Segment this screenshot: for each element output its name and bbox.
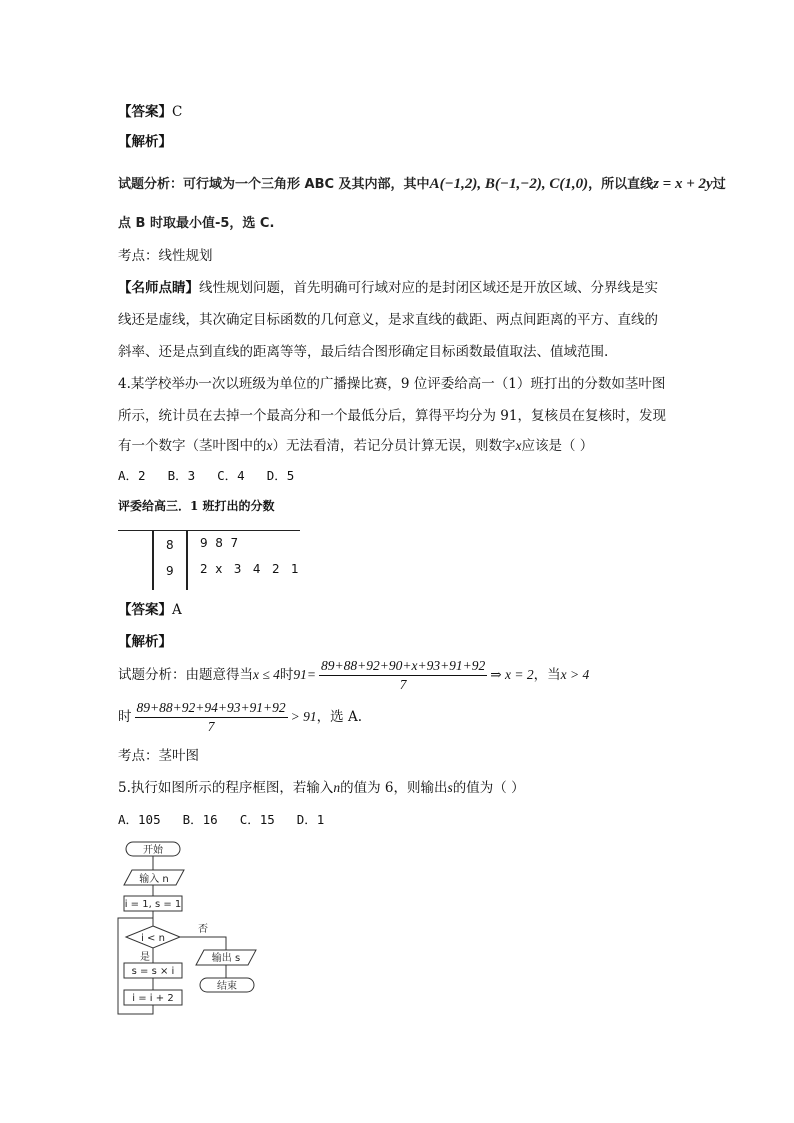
q4-text: 有一个数字（茎叶图中的 <box>118 438 267 454</box>
analysis-text: ，选 A. <box>316 709 363 725</box>
flow-body-label: s = s × i <box>131 966 175 977</box>
stem-leaf-title: 评委给高三．1 班打出的分数 <box>118 499 275 513</box>
q3-analysis-line2: 点 B 时取最小值-5，选 C. <box>118 216 275 231</box>
analysis-text: ，当 <box>533 667 561 683</box>
flow-output-label: 输出 s <box>211 953 241 964</box>
stem-leaf-divider <box>186 530 188 590</box>
q4-text: 应该是（ ） <box>521 438 594 454</box>
q3-mingshi-line1 <box>118 278 658 298</box>
var-x: x <box>266 438 273 453</box>
leaves-8: 9 8 7 <box>200 536 239 550</box>
leaves-9: 2 x 3 4 2 1 <box>200 562 299 576</box>
q3-mingshi-line2: 线还是虚线，其次确定目标函数的几何意义，是求直线的截距、两点间距离的平方、直线的 <box>118 312 658 328</box>
flow-yes-label: 是 <box>140 952 150 963</box>
analysis-text: 试题分析：由题意得当 <box>118 667 253 683</box>
q4-answer-line <box>118 600 182 620</box>
stem-leaf-top-rule <box>118 530 300 531</box>
option-a: A．105 <box>118 812 161 827</box>
answer-label: 【答案】 <box>118 104 172 120</box>
option-d: D．1 <box>296 812 325 827</box>
var-s: s <box>447 780 453 795</box>
option-c: C．4 <box>217 468 245 483</box>
q4-options <box>118 466 316 486</box>
analysis-text: ，所以直线 <box>588 177 654 192</box>
q3-kaodian: 考点：线性规划 <box>118 248 213 264</box>
condition-1: x ≤ 4 <box>253 667 280 682</box>
flow-condition-label: i < n <box>141 933 165 944</box>
mingshi-label: 【名师点睛】 <box>118 280 199 296</box>
fraction-1-numerator: 89+88+92+90+x+93+91+92 <box>319 657 487 676</box>
option-d: D．5 <box>266 468 295 483</box>
option-b: B．3 <box>167 468 196 483</box>
q4-stem-line1: 4.某学校举办一次以班级为单位的广播操比赛，9 位评委给高一（1）班打出的分数如茎叶图 <box>118 376 666 392</box>
var-n: n <box>333 780 341 795</box>
fraction-1-denominator: 7 <box>399 677 407 692</box>
q5-text: 5.执行如图所示的程序框图，若输入 <box>118 780 334 796</box>
fraction-2-numerator: 89+88+92+94+93+91+92 <box>135 699 288 718</box>
q3-answer-line <box>118 102 182 122</box>
q4-analysis-line1 <box>118 656 589 694</box>
flow-init-label: i = 1, s = 1 <box>124 899 182 910</box>
mingshi-text: 线性规划问题，首先明确可行域对应的是封闭区域还是开放区域、分界线是实 <box>199 280 658 296</box>
flow-incr-label: i = i + 2 <box>132 993 174 1004</box>
fraction-2-denominator: 7 <box>207 719 215 734</box>
line-equation: z = x + 2y <box>653 176 713 192</box>
condition-2: x > 4 <box>560 667 590 682</box>
answer-value: C <box>172 104 183 120</box>
q4-analysis-line2 <box>118 698 362 736</box>
flow-start-label: 开始 <box>143 845 163 856</box>
var-x: x <box>515 438 522 453</box>
analysis-text: 试题分析：可行域为一个三角形 ABC 及其内部，其中 <box>118 177 430 192</box>
eq-left: 91= <box>293 667 317 682</box>
answer-value: A <box>172 602 182 618</box>
implies-result: ⇒ x = 2 <box>490 667 534 682</box>
q5-stem-line1 <box>118 778 525 798</box>
option-a: A．2 <box>118 468 146 483</box>
option-b: B．16 <box>182 812 218 827</box>
fraction-1 <box>319 657 487 694</box>
analysis-text: 过 <box>712 177 726 192</box>
fraction-2 <box>135 699 288 736</box>
q4-kaodian: 考点：茎叶图 <box>118 748 199 764</box>
q4-stem-line2: 所示，统计员在去掉一个最高分和一个最低分后，算得平均分为 91，复核员在复核时，发现 <box>118 408 666 424</box>
gt-91: > 91 <box>290 709 317 724</box>
stem-leaf-plot <box>118 496 318 596</box>
flow-end-label: 结束 <box>217 981 237 992</box>
analysis-text: 时 <box>118 709 132 725</box>
points-formula: A(−1,2), B(−1,−2), C(1,0) <box>429 176 589 192</box>
flow-input-label: 输入 n <box>139 874 169 885</box>
q5-text: 的值为（ ） <box>452 780 525 796</box>
q5-options <box>118 810 346 830</box>
stem-9: 9 <box>166 564 174 578</box>
answer-label: 【答案】 <box>118 602 172 618</box>
flow-no-label: 否 <box>198 924 208 935</box>
q4-stem-line3 <box>118 436 593 456</box>
option-c: C．15 <box>239 812 275 827</box>
stem-leaf-left-rule <box>152 530 154 590</box>
q4-text: ）无法看清，若记分员计算无误，则数字 <box>272 438 516 454</box>
stem-8: 8 <box>166 538 174 552</box>
q4-analysis-label: 【解析】 <box>118 634 172 650</box>
program-flowchart <box>112 838 272 1020</box>
flow-no-branch <box>180 937 226 950</box>
q3-mingshi-line3: 斜率、还是点到直线的距离等等，最后结合图形确定目标函数最值取法、值域范围. <box>118 344 609 360</box>
q5-text: 的值为 6，则输出 <box>340 780 448 796</box>
q3-analysis-label: 【解析】 <box>118 134 172 150</box>
q3-analysis-line1 <box>118 174 726 195</box>
analysis-text: 时 <box>279 667 294 683</box>
